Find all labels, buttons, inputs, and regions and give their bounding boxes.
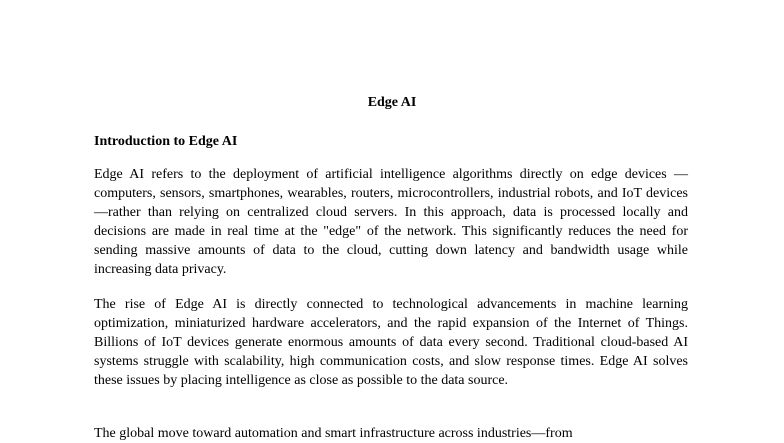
section-heading: Introduction to Edge AI (94, 134, 238, 149)
paragraph-2: The rise of Edge AI is directly connected to technological advancements in machine learning optimization, miniaturized hardware accelerators, and the rapid expansion of the Internet of Things. Billions of IoT devices generate enormous amounts of data every second. Traditional cloud-based AI systems struggle with scalability, high communication costs, and slow response times. Edge AI solves these issues by placing intelligence as close as possible to the data source. (94, 297, 688, 388)
paragraph-3: The global move toward automation and smart infrastructure across industries—from (94, 426, 573, 441)
document-title: Edge AI (367, 95, 417, 110)
paragraph-1: Edge AI refers to the deployment of artificial intelligence algorithms directly on edge devices —computers, sensors, smartphones, wearables, routers, microcontrollers, industrial robots, and IoT devices—rather than relying on centralized cloud servers. In this approach, data is processed locally and decisions are made in real time at the "edge" of the network. This significantly reduces the need for sending massive amounts of data to the cloud, cutting down latency and bandwidth usage while increasing data privacy. (94, 167, 688, 277)
